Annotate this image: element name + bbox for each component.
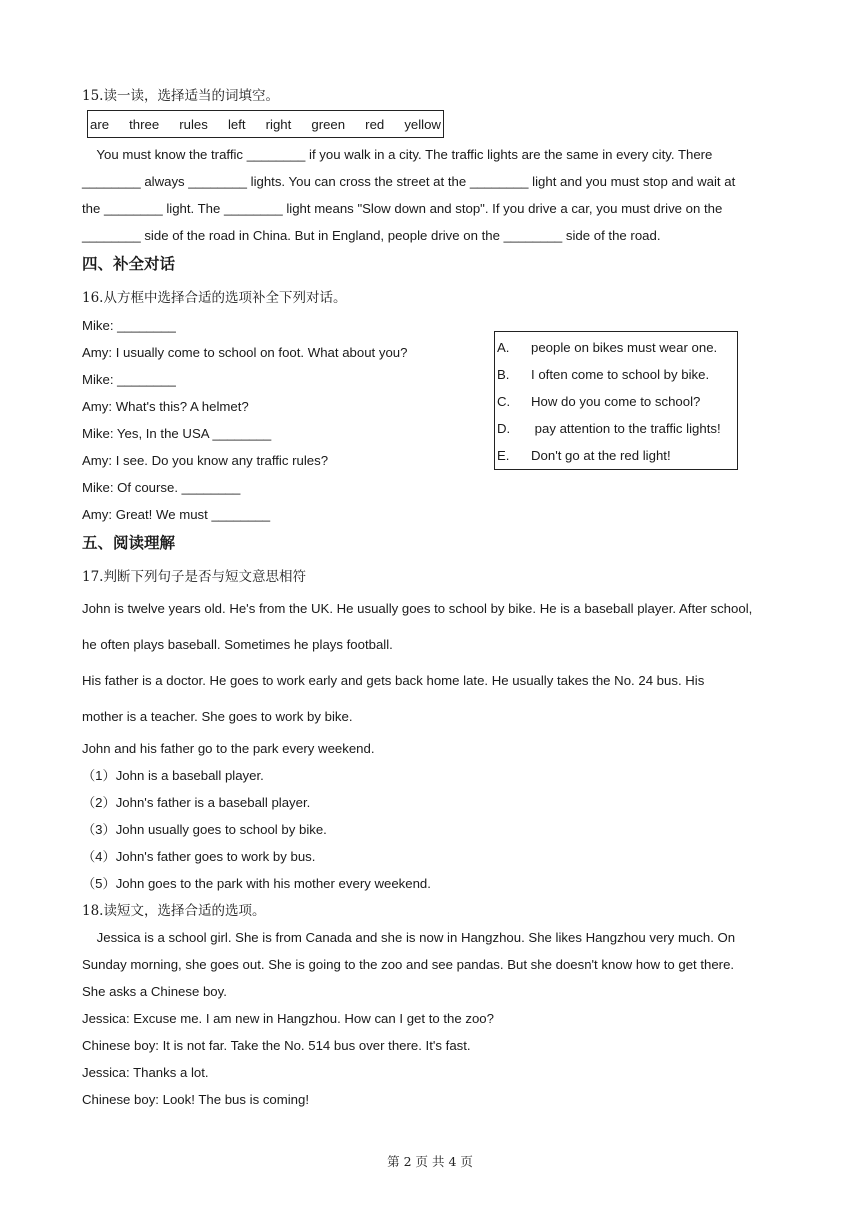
q17-passage-line: he often plays baseball. Sometimes he plays football. xyxy=(82,637,393,652)
option-item xyxy=(497,393,700,411)
q18-passage-line: Jessica: Thanks a lot. xyxy=(82,1065,209,1080)
q15-title: 15.读一读，选择适当的词填空。 xyxy=(82,88,279,104)
word-bank-item: three xyxy=(129,116,160,132)
dialogue-line: Mike: Of course. ________ xyxy=(82,480,241,495)
q16-title: 16.从方框中选择合适的选项补全下列对话。 xyxy=(82,290,347,306)
q15-passage-line: ________ side of the road in China. But in England, people drive on the ________ side of the road. xyxy=(82,228,661,243)
option-key: A. xyxy=(497,340,510,355)
word-bank-item: right xyxy=(265,116,292,132)
word-bank-item: left xyxy=(227,116,246,132)
option-text: I often come to school by bike. xyxy=(531,367,710,382)
option-item xyxy=(497,339,717,357)
word-bank-item: green xyxy=(311,116,346,132)
section-heading: 四、补全对话 xyxy=(82,255,176,273)
option-key: E. xyxy=(497,448,510,463)
q17-statement: （5）John goes to the park with his mother every weekend. xyxy=(82,876,431,891)
dialogue-line: Mike: Yes, In the USA ________ xyxy=(82,426,272,441)
q17-statement: （1）John is a baseball player. xyxy=(82,768,264,783)
q17-statement: （2）John's father is a baseball player. xyxy=(82,795,311,810)
q18-passage-line: Sunday morning, she goes out. She is going to the zoo and see pandas. But she doesn't know how to get there. xyxy=(82,957,735,972)
section-heading: 五、阅读理解 xyxy=(82,534,176,552)
options-box xyxy=(494,331,738,470)
option-key: C. xyxy=(497,394,511,409)
q17-passage-line: mother is a teacher. She goes to work by bike. xyxy=(82,709,353,724)
word-bank xyxy=(87,110,444,138)
q17-title: 17.判断下列句子是否与短文意思相符 xyxy=(82,569,306,585)
word-bank-item: are xyxy=(90,116,110,132)
q18-passage-line: Jessica: Excuse me. I am new in Hangzhou. How can I get to the zoo? xyxy=(82,1011,494,1026)
word-bank-item: red xyxy=(365,116,385,132)
option-text: Don't go at the red light! xyxy=(531,448,671,463)
dialogue-line: Mike: ________ xyxy=(82,372,176,387)
option-text: How do you come to school? xyxy=(531,394,701,409)
q18-passage-line: She asks a Chinese boy. xyxy=(82,984,227,999)
dialogue-line: Amy: What's this? A helmet? xyxy=(82,399,249,414)
word-bank-item: yellow xyxy=(404,116,441,132)
q17-passage-line: John is twelve years old. He's from the UK. He usually goes to school by bike. He is a baseball player. After school, xyxy=(82,601,753,616)
option-text: pay attention to the traffic lights! xyxy=(531,421,721,436)
q15-passage-line: You must know the traffic ________ if you walk in a city. The traffic lights are the same in every city. There xyxy=(82,147,713,162)
q18-passage-line: Chinese boy: Look! The bus is coming! xyxy=(82,1092,310,1107)
word-bank-item: rules xyxy=(179,116,208,132)
dialogue-line: Mike: ________ xyxy=(82,318,176,333)
q18-title: 18.读短文，选择合适的选项。 xyxy=(82,903,266,919)
dialogue-line: Amy: I usually come to school on foot. What about you? xyxy=(82,345,408,360)
dialogue-line: Amy: I see. Do you know any traffic rules? xyxy=(82,453,329,468)
option-text: people on bikes must wear one. xyxy=(531,340,718,355)
q17-passage-line: His father is a doctor. He goes to work early and gets back home late. He usually takes the No. 24 bus. His xyxy=(82,673,705,688)
q17-statement: （3）John usually goes to school by bike. xyxy=(82,822,327,837)
q15-passage-line: the ________ light. The ________ light means "Slow down and stop". If you drive a car, you must drive on the xyxy=(82,201,723,216)
q17-passage-line: John and his father go to the park every weekend. xyxy=(82,741,375,756)
q18-passage-line: Chinese boy: It is not far. Take the No. 514 bus over there. It's fast. xyxy=(82,1038,471,1053)
q18-passage-line: Jessica is a school girl. She is from Canada and she is now in Hangzhou. She likes Hangzhou very much. On xyxy=(82,930,736,945)
page-number: 第 2 页 共 4 页 xyxy=(387,1154,473,1169)
option-key: D. xyxy=(497,421,511,436)
option-key: B. xyxy=(497,367,510,382)
q15-passage-line: ________ always ________ lights. You can cross the street at the ________ light and you must stop and wait at xyxy=(82,174,736,189)
option-item xyxy=(497,447,671,465)
option-item xyxy=(497,420,721,438)
option-item xyxy=(497,366,709,384)
q17-statement: （4）John's father goes to work by bus. xyxy=(82,849,316,864)
dialogue-line: Amy: Great! We must ________ xyxy=(82,507,271,522)
